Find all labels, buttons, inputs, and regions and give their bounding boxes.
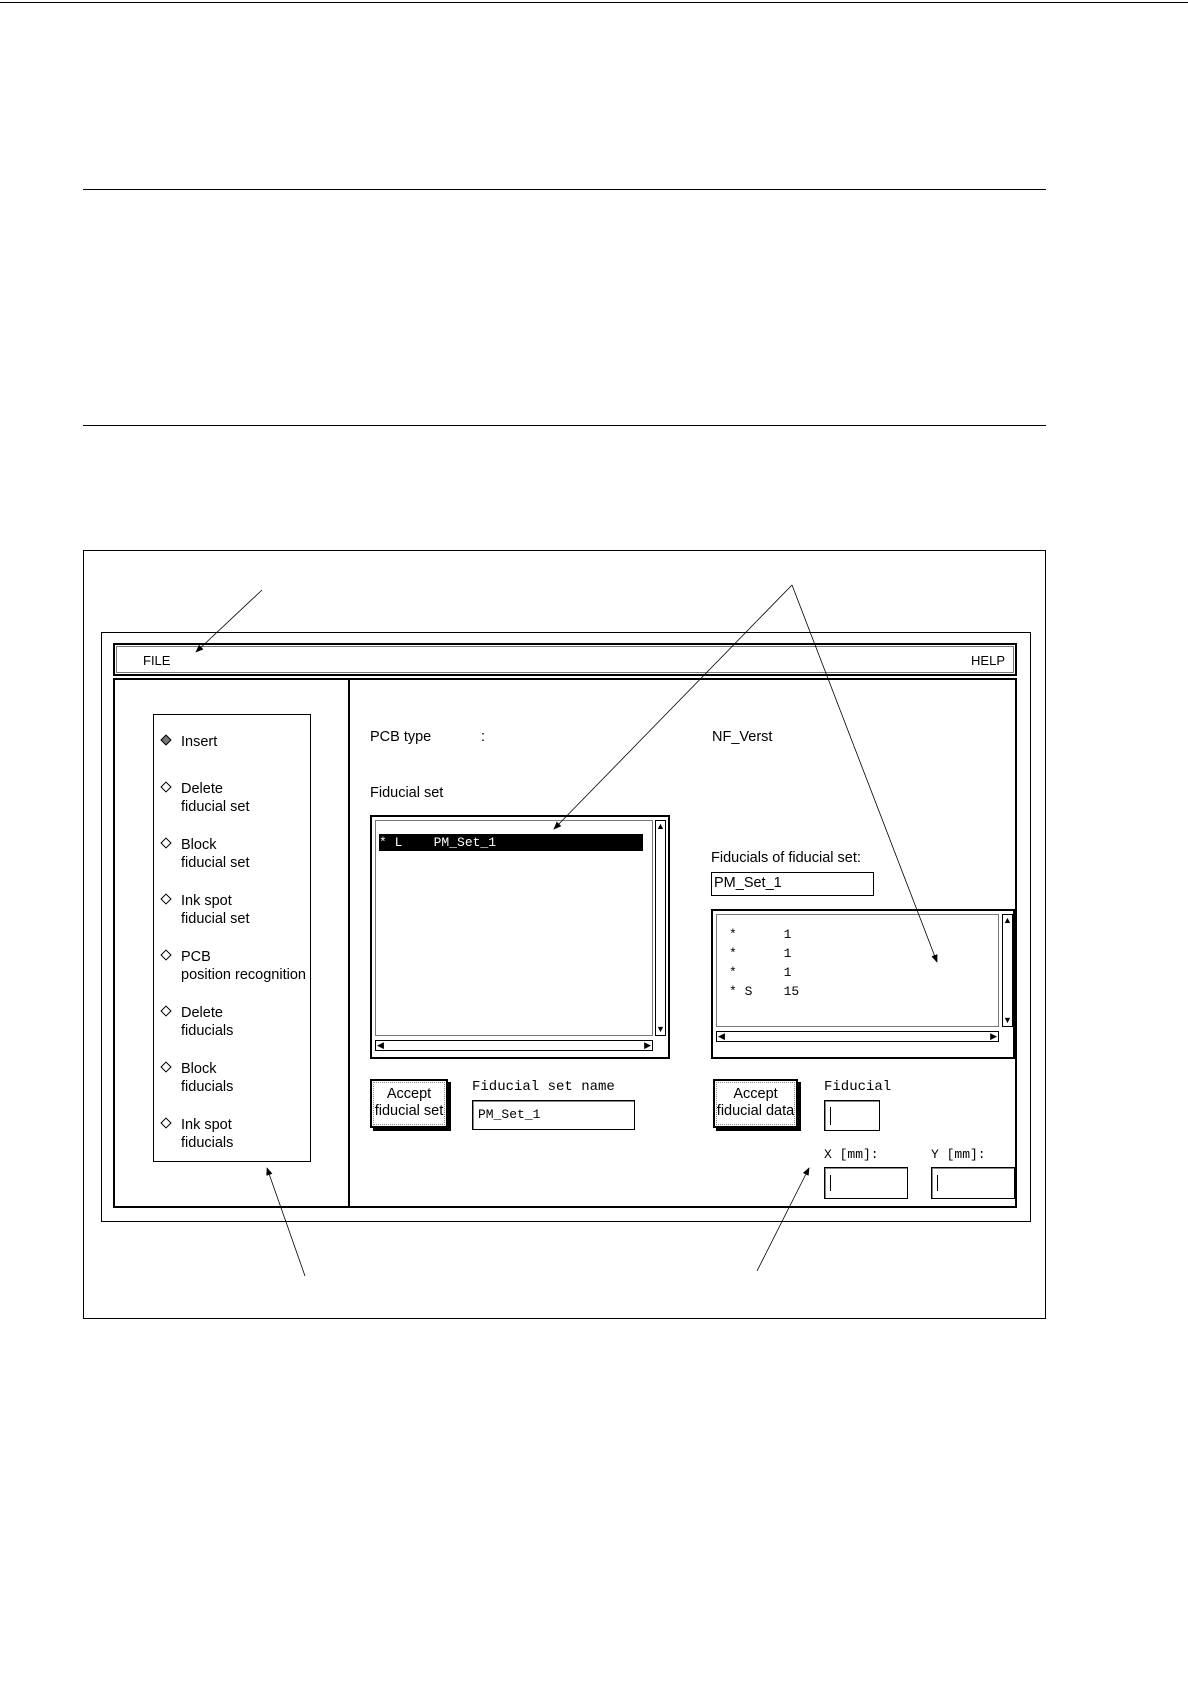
option-label: PCB position recognition — [181, 949, 306, 983]
fiducials-of-set-label: Fiducials of fiducial set: — [711, 850, 861, 866]
accept-fiducial-set-button[interactable]: Accept fiducial set — [370, 1079, 448, 1128]
x-mm-label: X [mm]: — [824, 1147, 879, 1162]
fiducial-label: Fiducial — [824, 1079, 892, 1095]
list-item[interactable]: * 1 — [729, 946, 792, 961]
option-label: Insert — [181, 734, 218, 750]
list-item[interactable]: * 1 — [729, 927, 792, 942]
callout-fiducials-list — [792, 585, 937, 962]
scroll-left-arrow-icon[interactable]: ◀ — [718, 1031, 725, 1041]
option-label: Block fiducial set — [181, 837, 250, 871]
scroll-up-arrow-icon[interactable]: ▲ — [1003, 915, 1012, 925]
option-label: Block fiducials — [181, 1061, 234, 1095]
callout-coordinate-fields — [757, 1168, 809, 1271]
callout-menu-bar — [196, 590, 262, 652]
pcb-type-value: NF_Verst — [712, 729, 773, 745]
option-label: Ink spot fiducials — [181, 1117, 234, 1151]
fiducial-set-name-input[interactable]: PM_Set_1 — [472, 1100, 635, 1130]
pcb-type-separator: : — [481, 729, 486, 745]
y-mm-label: Y [mm]: — [931, 1147, 986, 1162]
scroll-left-arrow-icon[interactable]: ◀ — [377, 1040, 384, 1050]
scroll-up-arrow-icon[interactable]: ▲ — [656, 821, 665, 831]
fiducials-of-set-field: PM_Set_1 — [711, 872, 874, 896]
list-item[interactable]: * 1 — [729, 965, 792, 980]
accept-fiducial-data-button[interactable]: Accept fiducial data — [713, 1079, 798, 1128]
fiducial-set-label: Fiducial set — [370, 785, 444, 801]
list-item-selected[interactable]: * L PM_Set_1 — [379, 834, 643, 851]
callout-fiducial-set-list — [554, 585, 792, 829]
scroll-right-arrow-icon[interactable]: ▶ — [990, 1031, 997, 1041]
pcb-type-label: PCB type — [370, 729, 432, 745]
scroll-down-arrow-icon[interactable]: ▼ — [1003, 1015, 1012, 1025]
scroll-right-arrow-icon[interactable]: ▶ — [644, 1040, 651, 1050]
menu-help[interactable]: HELP — [971, 653, 1005, 668]
scroll-down-arrow-icon[interactable]: ▼ — [656, 1024, 665, 1034]
fiducial-set-name-label: Fiducial set name — [472, 1079, 615, 1095]
option-label: Delete fiducials — [181, 1005, 234, 1039]
list-item[interactable]: * S 15 — [729, 984, 800, 999]
menu-file[interactable]: FILE — [143, 653, 171, 668]
option-label: Ink spot fiducial set — [181, 893, 250, 927]
callout-option-panel — [267, 1168, 305, 1276]
option-label: Delete fiducial set — [181, 781, 250, 815]
